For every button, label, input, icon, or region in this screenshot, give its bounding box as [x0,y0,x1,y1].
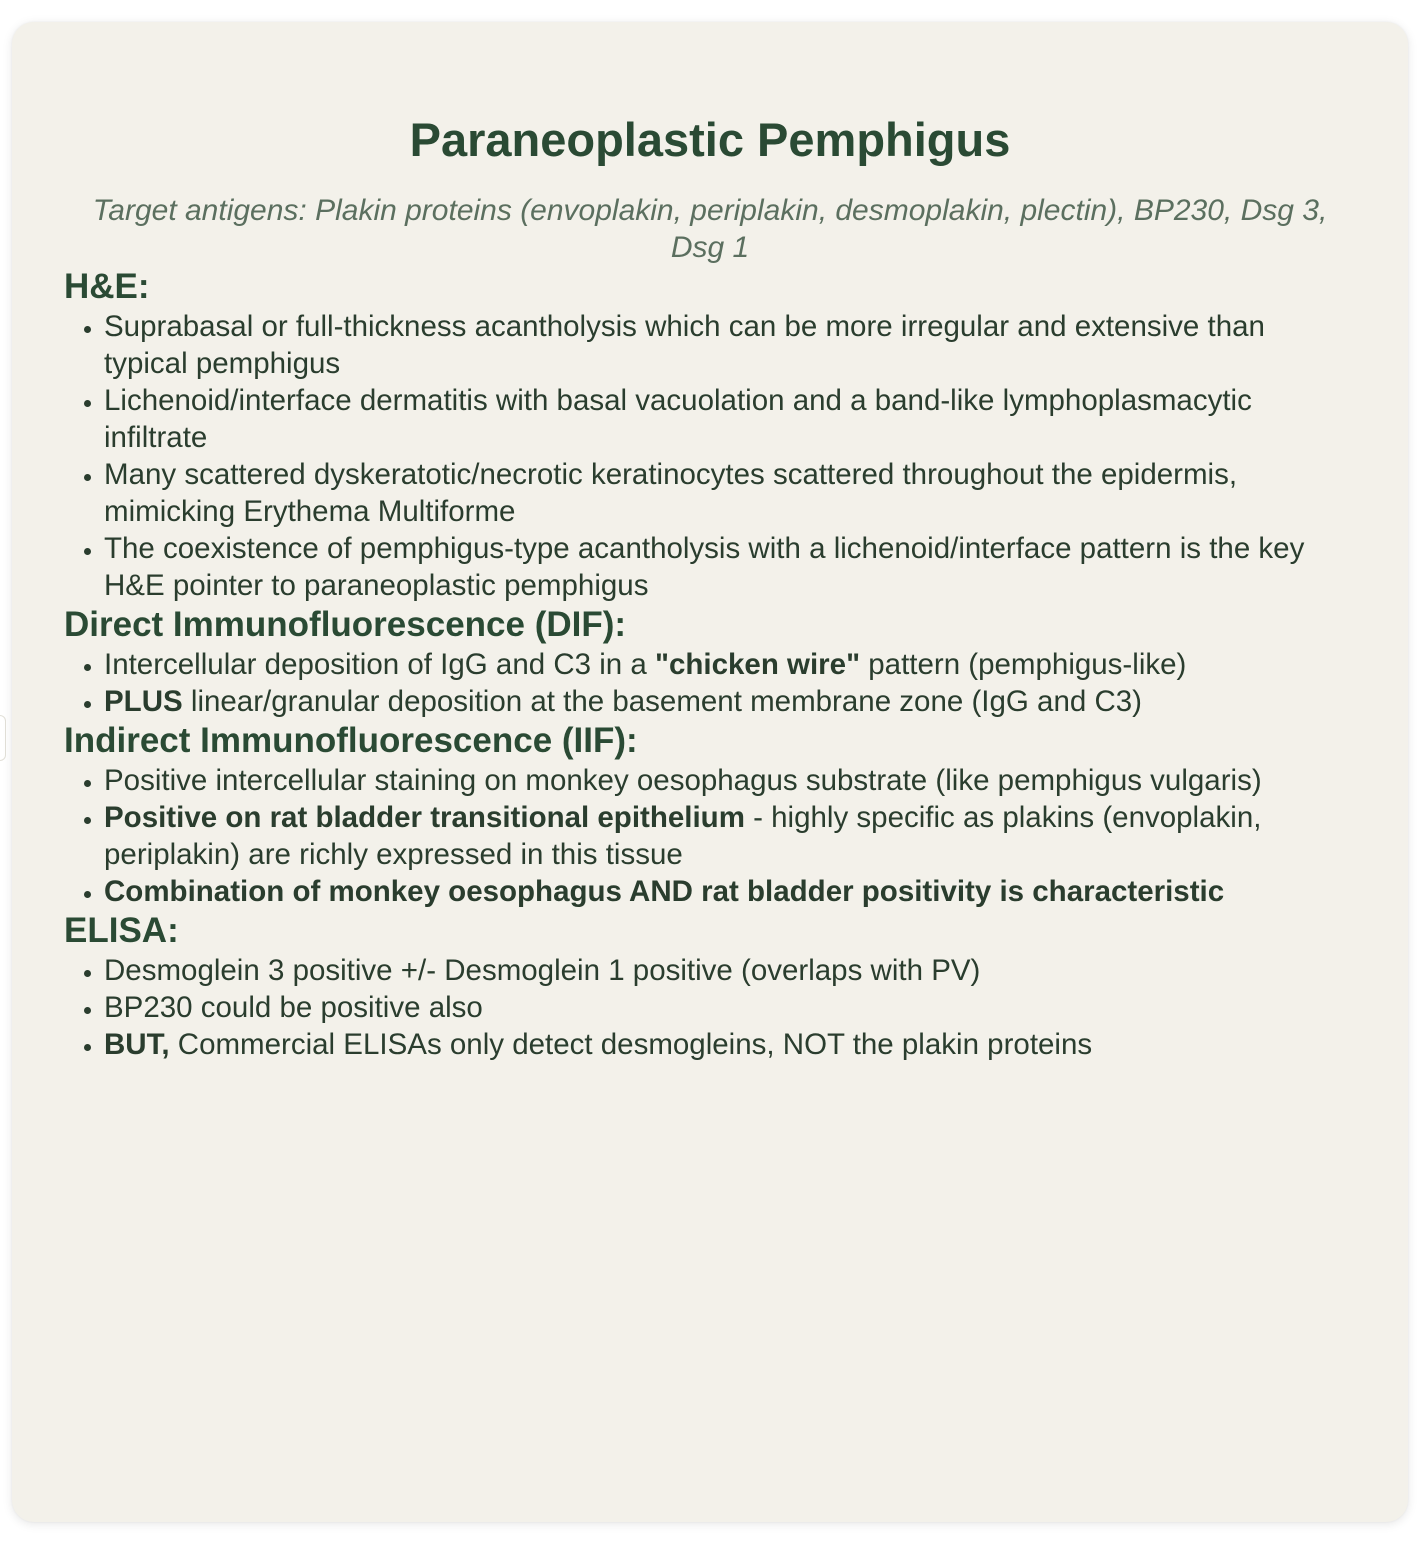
list-item [104,683,1356,720]
content-card [12,22,1408,1522]
list-item [104,1026,1356,1063]
list-item-text: Intercellular deposition of IgG and C3 in a [104,648,655,681]
list-item [104,799,1356,873]
section-iif [64,720,1356,910]
target-antigens-subtitle: Target antigens: Plakin proteins (envoplakin, periplakin, desmoplakin, plectin), BP230, Dsg 3, Dsg 1 [92,194,1328,264]
list-item-text: Commercial ELISAs only detect desmogleins, NOT the plakin proteins [169,1028,1093,1061]
list-item-emphasis: PLUS [104,685,183,718]
he-heading: H&E: [64,267,150,306]
list-item: • Suprabasal or full-thickness acantholysis which can be more irregular and extensive than typical pemphigus [104,308,1356,382]
section-he [64,266,1356,604]
he-list [64,308,1356,604]
list-item-emphasis: Combination of monkey oesophagus AND rat bladder positivity is characteristic [104,875,1225,908]
dif-list [64,646,1356,720]
list-item: • Positive intercellular staining on monkey oesophagus substrate (like pemphigus vulgaris) [104,762,1356,799]
list-item-emphasis: BUT, [104,1028,170,1061]
list-item-emphasis: Positive on rat bladder transitional epithelium [104,801,745,834]
section-dif [64,604,1356,720]
list-item: • Desmoglein 3 positive +/- Desmoglein 1 positive (overlaps with PV) [104,952,1356,989]
page-title: Paraneoplastic Pemphigus [409,113,1011,166]
list-item-emphasis: "chicken wire" [655,648,861,681]
list-item [104,646,1356,683]
list-item: • BP230 could be positive also [104,989,1356,1026]
list-item [104,873,1356,910]
list-item-text: pattern (pemphigus-like) [860,648,1187,681]
section-elisa [64,910,1356,1063]
list-item: • Lichenoid/interface dermatitis with basal vacuolation and a band-like lymphoplasmacytic infiltrate [104,382,1356,456]
elisa-list [64,952,1356,1063]
iif-heading: Indirect Immunofluorescence (IIF): [64,721,638,760]
list-item-text: - highly specific as plakins (envoplakin, periplakin) are richly expressed in this tissue [104,801,1262,871]
dif-heading: Direct Immunofluorescence (DIF): [64,605,627,644]
iif-list [64,762,1356,910]
list-item: • The coexistence of pemphigus-type acantholysis with a lichenoid/interface pattern is the key H&E pointer to paraneoplastic pemphigus [104,530,1356,604]
list-item: • Many scattered dyskeratotic/necrotic keratinocytes scattered throughout the epidermis, mimicking Erythema Multiforme [104,456,1356,530]
side-panel-handle[interactable] [0,715,6,761]
elisa-heading: ELISA: [64,911,179,950]
list-item-text: linear/granular deposition at the basement membrane zone (IgG and C3) [182,685,1142,718]
